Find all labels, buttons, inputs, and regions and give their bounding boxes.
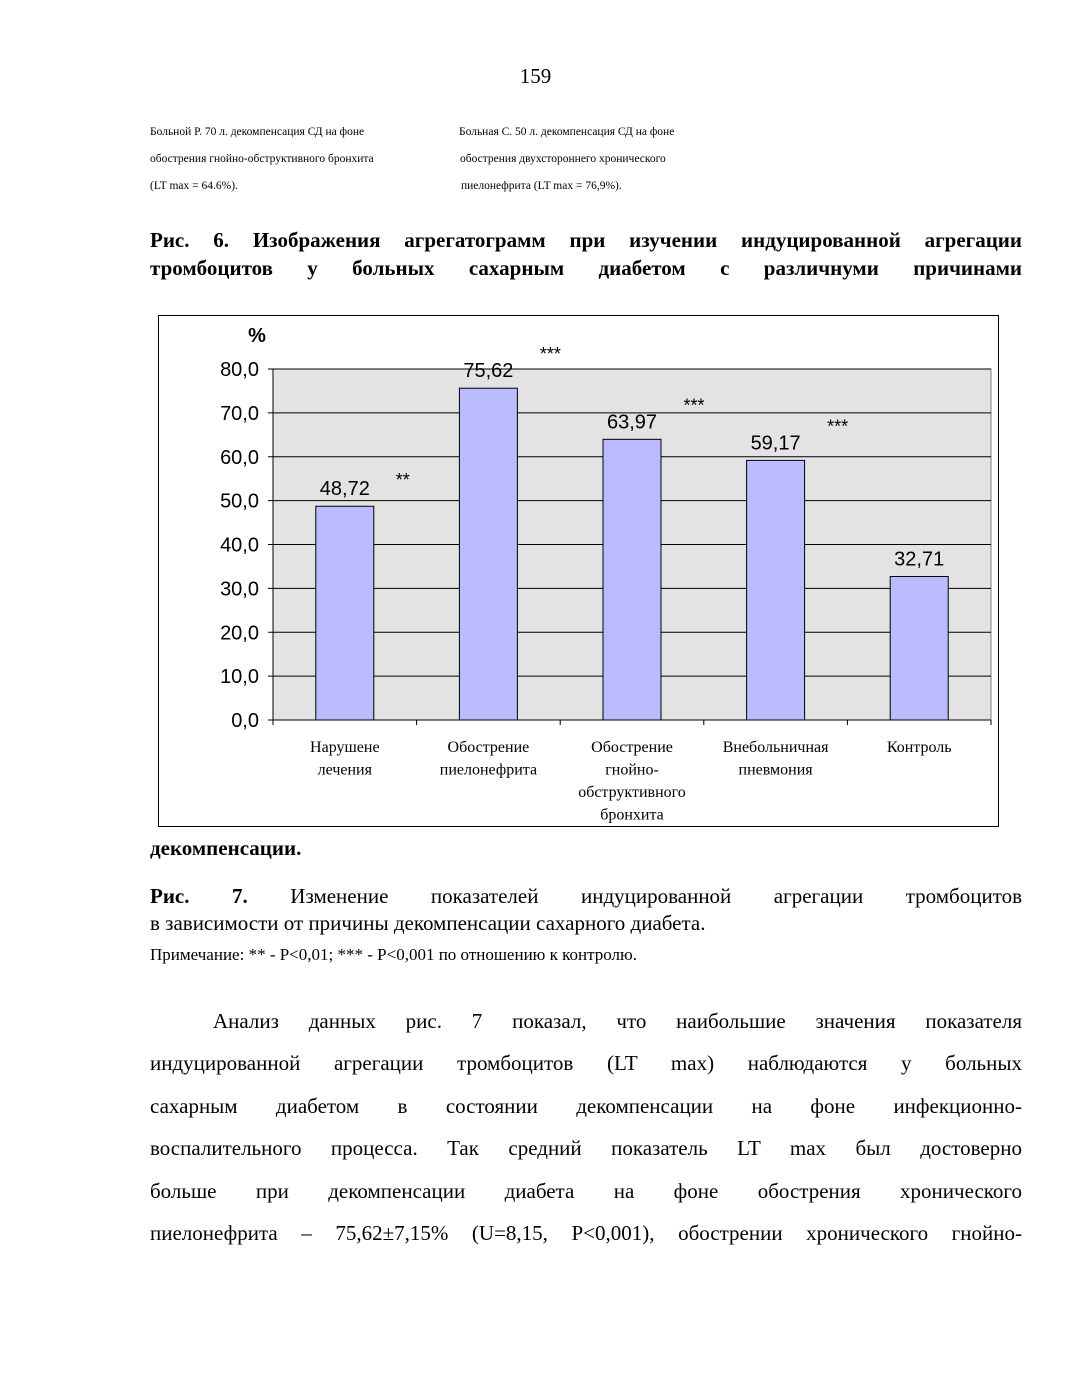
- bar: [890, 576, 948, 720]
- x-category-label: пневмония: [738, 761, 813, 779]
- figure-7-caption-line-1: [150, 883, 1022, 910]
- y-axis-unit-label: %: [248, 325, 266, 347]
- caption-word: тромбоцитов: [150, 256, 273, 280]
- caption-word: у: [307, 256, 318, 280]
- body-line: Анализ данных рис. 7 показал, что наибольшие значения показателя: [213, 1009, 1022, 1033]
- figure-7-title-line-1: Изменение показателей индуцированной агрегации тромбоцитов: [290, 884, 1023, 908]
- data-label: 75,62: [463, 360, 514, 383]
- figure-7-caption: [150, 883, 1022, 937]
- data-label: 59,17: [750, 432, 801, 455]
- figure-7-note: Примечание: ** - P<0,01; *** - P<0,001 по отношению к контролю.: [150, 945, 637, 964]
- y-tick-label: 40,0: [220, 534, 259, 557]
- x-category-label: Нарушене: [310, 739, 380, 756]
- significance-marker: ***: [827, 416, 849, 437]
- caption-word: с: [720, 256, 730, 280]
- caption-word: диабетом: [598, 256, 686, 280]
- bar: [603, 439, 661, 720]
- data-label: 32,71: [894, 548, 945, 571]
- y-tick-label: 10,0: [220, 666, 259, 689]
- caption-left-line-1: Больной Р. 70 л. декомпенсация СД на фоне: [150, 126, 365, 138]
- bar: [747, 460, 805, 720]
- page-number: 159: [519, 64, 552, 88]
- figure-6-caption: [150, 226, 1022, 282]
- body-line: индуцированной агрегации тромбоцитов (LT max) наблюдаются у больных: [150, 1051, 1022, 1076]
- figure-7-title-line-2: в зависимости от причины декомпенсации сахарного диабета.: [150, 911, 706, 935]
- caption-word: больных: [352, 256, 435, 280]
- bar-chart: [159, 316, 998, 826]
- significance-marker: ***: [683, 395, 705, 416]
- significance-marker: **: [395, 470, 410, 491]
- caption-left-line-3: (LT max = 64.6%).: [150, 180, 238, 192]
- chart-frame: [158, 315, 999, 827]
- caption-word: причинами: [913, 256, 1023, 280]
- figure-6-caption-line-1: Рис. 6. Изображения агрегатограмм при изучении индуцированной агрегации: [150, 228, 1022, 252]
- bar: [459, 388, 517, 720]
- y-tick-label: 0,0: [231, 710, 259, 732]
- body-line: больше при декомпенсации диабета на фоне обострения хронического: [150, 1178, 1022, 1203]
- x-category-label: Обострение: [591, 739, 673, 756]
- y-tick-label: 60,0: [220, 446, 259, 469]
- significance-marker: ***: [539, 344, 561, 365]
- caption-word: сахарным: [468, 256, 565, 280]
- x-category-label: Обострение: [447, 739, 530, 756]
- y-tick-label: 70,0: [220, 402, 259, 425]
- body-line: сахарным диабетом в состоянии декомпенсации на фоне инфекционно-: [150, 1093, 1022, 1118]
- x-category-label: лечения: [317, 761, 372, 779]
- body-paragraph: [150, 1000, 1022, 1254]
- data-label: 48,72: [319, 478, 370, 501]
- data-label: 63,97: [606, 411, 658, 434]
- x-category-label: гнойно-: [605, 761, 659, 779]
- body-line: пиелонефрита – 75,62±7,15% (U=8,15, P<0,001), обострении хронического гнойно-: [150, 1220, 1022, 1245]
- figure-6-caption-continuation: декомпенсации.: [150, 836, 302, 860]
- x-category-label: Внебольничная: [722, 739, 829, 756]
- bar: [316, 506, 374, 720]
- y-tick-label: 80,0: [220, 359, 259, 381]
- x-category-label: пиелонефрита: [439, 761, 538, 779]
- caption-right-line-3: пиелонефрита (LT max = 76,9%).: [461, 180, 622, 192]
- y-tick-label: 30,0: [220, 578, 259, 601]
- y-tick-label: 50,0: [220, 490, 259, 513]
- x-category-label: обструктивного: [578, 784, 686, 801]
- x-category-label: Контроль: [886, 739, 952, 756]
- figure-6-caption-line-2: [150, 254, 1022, 282]
- caption-left-line-2: обострения гнойно-обструктивного бронхита: [150, 153, 374, 165]
- body-line: воспалительного процесса. Так средний показатель LT max был достоверно: [150, 1136, 1022, 1161]
- caption-word: различнуми: [763, 256, 879, 280]
- y-tick-label: 20,0: [220, 622, 259, 645]
- caption-right-line-2: обострения двухстороннего хронического: [460, 153, 666, 165]
- x-category-label: бронхита: [600, 806, 664, 824]
- figure-7-label: Рис. 7.: [150, 884, 248, 908]
- caption-right-line-1: Больная С. 50 л. декомпенсация СД на фоне: [459, 126, 675, 138]
